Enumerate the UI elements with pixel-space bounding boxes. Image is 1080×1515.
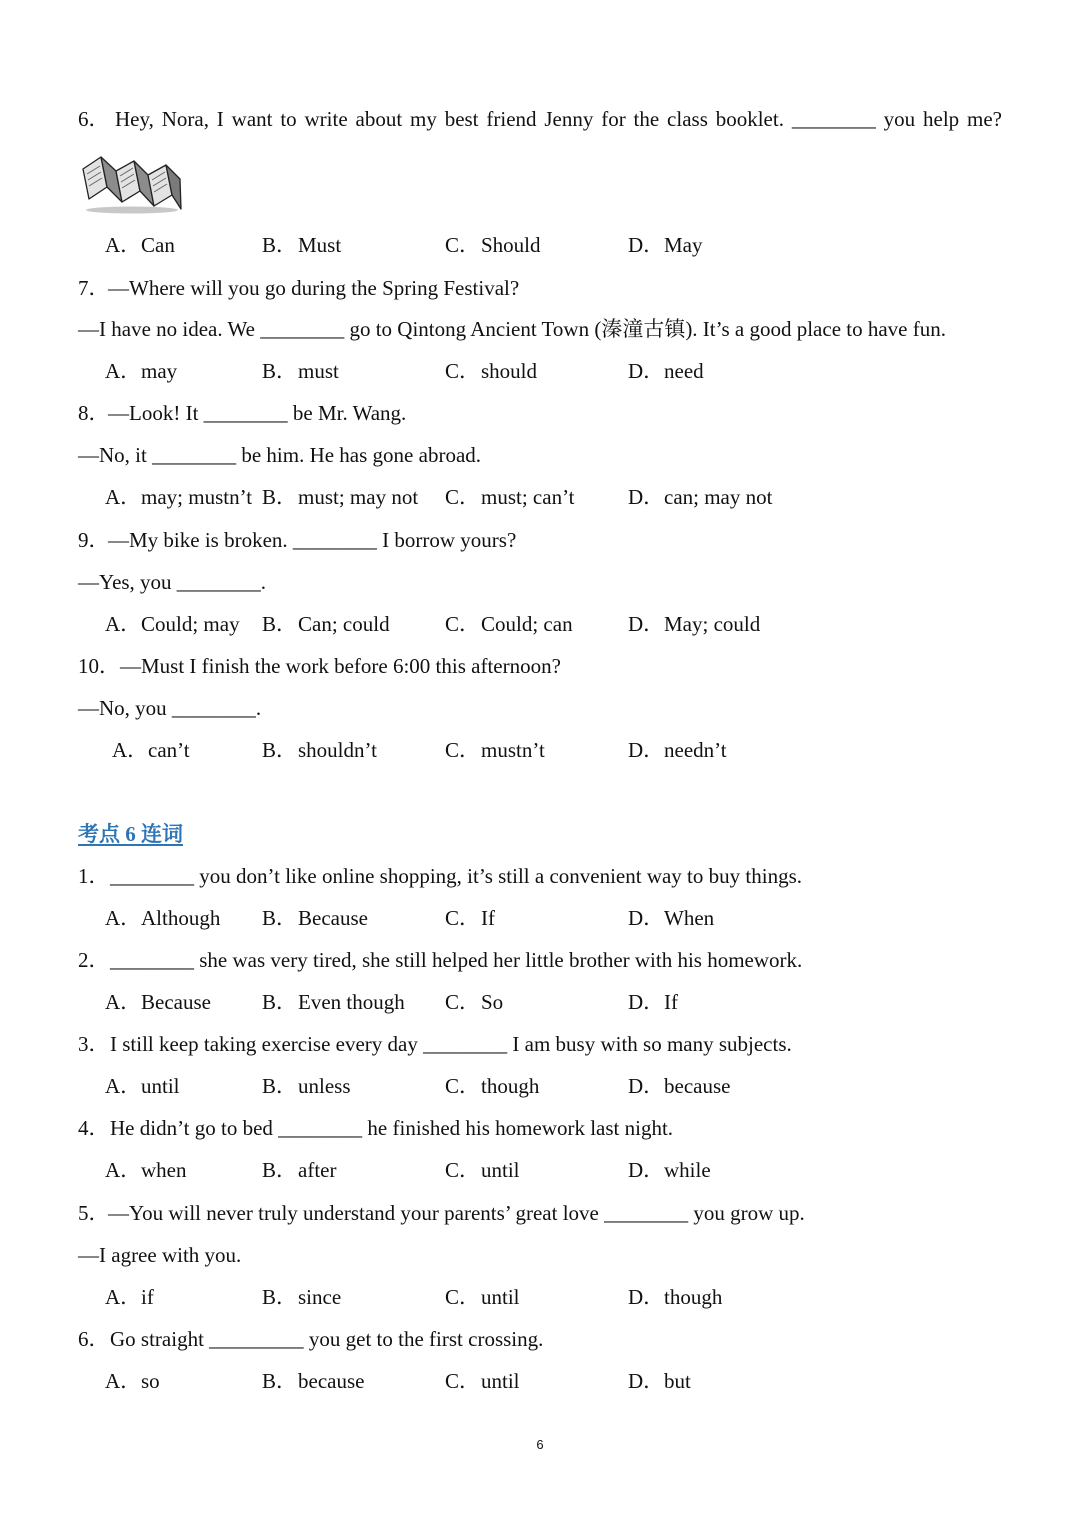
conj-question-2-options bbox=[0, 981, 1080, 1023]
conj-question-5-number: 5． bbox=[78, 1201, 110, 1225]
question-7-options bbox=[0, 350, 1080, 392]
conj-question-4-option-a bbox=[105, 1149, 187, 1191]
option-text: though bbox=[481, 1074, 540, 1098]
question-8-option-b bbox=[262, 476, 418, 518]
option-text: may bbox=[141, 359, 178, 383]
option-text: Because bbox=[141, 990, 211, 1014]
conj-question-4-option-d bbox=[628, 1149, 711, 1191]
option-text: can; may not bbox=[664, 485, 773, 509]
conj-question-6-option-b bbox=[262, 1360, 364, 1402]
conj-question-5-line-1: —You will never truly understand your parents’ great love ________ you grow up. bbox=[108, 1201, 805, 1225]
conj-question-5-stem bbox=[0, 1192, 1080, 1234]
question-7-option-d bbox=[628, 350, 704, 392]
option-text: Can bbox=[141, 233, 175, 257]
option-text: Can; could bbox=[298, 612, 390, 636]
section-heading-row bbox=[0, 813, 1080, 855]
option-label: A． bbox=[105, 1285, 142, 1309]
option-text: must; can’t bbox=[481, 485, 575, 509]
question-6-options bbox=[0, 224, 1080, 266]
question-8-option-c bbox=[445, 476, 575, 518]
conj-question-1-text: ________ you don’t like online shopping, it’s still a convenient way to buy things. bbox=[110, 864, 802, 888]
option-text: Although bbox=[141, 906, 221, 930]
conj-question-2-option-c bbox=[445, 981, 503, 1023]
option-label: C． bbox=[445, 1158, 481, 1182]
conj-question-5-option-c bbox=[445, 1276, 520, 1318]
option-text: may; mustn’t bbox=[141, 485, 253, 509]
conj-question-1-option-a bbox=[105, 897, 220, 939]
question-8-reply bbox=[0, 434, 1080, 476]
conj-question-3-option-a bbox=[105, 1065, 180, 1107]
conj-question-5-line-2: —I agree with you. bbox=[78, 1243, 242, 1267]
conj-question-2-stem bbox=[0, 939, 1080, 981]
booklet-picture bbox=[80, 152, 184, 214]
option-label: B． bbox=[262, 359, 298, 383]
question-10-option-a bbox=[112, 729, 190, 771]
option-label: C． bbox=[445, 359, 481, 383]
option-text: If bbox=[481, 906, 495, 930]
question-8-line-2: —No, it ________ be him. He has gone abroad. bbox=[78, 443, 482, 467]
conj-question-6-stem bbox=[0, 1318, 1080, 1360]
question-9-line-2: —Yes, you ________. bbox=[78, 570, 267, 594]
question-7-reply bbox=[0, 308, 1080, 350]
conj-question-5-option-b bbox=[262, 1276, 341, 1318]
conj-question-2-text: ________ she was very tired, she still helped her little brother with his homework. bbox=[110, 948, 803, 972]
question-8-number: 8． bbox=[78, 401, 110, 425]
question-9-stem bbox=[0, 519, 1080, 561]
conj-question-4-option-c bbox=[445, 1149, 520, 1191]
option-label: C． bbox=[445, 612, 481, 636]
option-label: B． bbox=[262, 1074, 298, 1098]
option-label: C． bbox=[445, 1285, 481, 1309]
option-label: C． bbox=[445, 233, 481, 257]
question-9-line-1: —My bike is broken. ________ I borrow yours? bbox=[108, 528, 517, 552]
option-label: A． bbox=[105, 485, 142, 509]
option-text: if bbox=[141, 1285, 154, 1309]
option-label: D． bbox=[628, 1369, 665, 1393]
question-8-option-a bbox=[105, 476, 252, 518]
option-label: B． bbox=[262, 233, 298, 257]
option-label: D． bbox=[628, 1285, 665, 1309]
conj-question-3-text: I still keep taking exercise every day ________ I am busy with so many subjects. bbox=[110, 1032, 792, 1056]
option-text: when bbox=[141, 1158, 187, 1182]
option-label: A． bbox=[105, 233, 142, 257]
question-8-options bbox=[0, 476, 1080, 518]
option-text: need bbox=[664, 359, 704, 383]
question-7-number: 7． bbox=[78, 276, 110, 300]
option-label: A． bbox=[105, 990, 142, 1014]
conj-question-1-option-b bbox=[262, 897, 368, 939]
question-9-number: 9． bbox=[78, 528, 110, 552]
option-label: A． bbox=[112, 738, 149, 762]
conj-question-6-options bbox=[0, 1360, 1080, 1402]
conj-question-3-options bbox=[0, 1065, 1080, 1107]
option-text: unless bbox=[298, 1074, 351, 1098]
conj-question-5-option-d bbox=[628, 1276, 722, 1318]
option-text: until bbox=[141, 1074, 180, 1098]
question-8-option-d bbox=[628, 476, 772, 518]
conj-question-4-stem bbox=[0, 1107, 1080, 1149]
question-10-option-c bbox=[445, 729, 545, 771]
option-text: after bbox=[298, 1158, 337, 1182]
option-label: B． bbox=[262, 485, 298, 509]
option-label: A． bbox=[105, 359, 142, 383]
conj-question-5-options bbox=[0, 1276, 1080, 1318]
option-label: C． bbox=[445, 1369, 481, 1393]
question-8-line-1: —Look! It ________ be Mr. Wang. bbox=[108, 401, 407, 425]
option-label: A． bbox=[105, 906, 142, 930]
option-label: D． bbox=[628, 359, 665, 383]
conj-question-3-option-c bbox=[445, 1065, 539, 1107]
option-label: D． bbox=[628, 906, 665, 930]
option-label: B． bbox=[262, 906, 298, 930]
option-text: needn’t bbox=[664, 738, 727, 762]
option-label: C． bbox=[445, 485, 481, 509]
option-text: Should bbox=[481, 233, 541, 257]
conj-question-5-option-a bbox=[105, 1276, 154, 1318]
option-label: C． bbox=[445, 738, 481, 762]
conj-question-4-options bbox=[0, 1149, 1080, 1191]
question-10-option-d bbox=[628, 729, 727, 771]
conj-question-1-options bbox=[0, 897, 1080, 939]
question-9-option-a bbox=[105, 603, 240, 645]
option-text: until bbox=[481, 1285, 520, 1309]
conj-question-2-number: 2． bbox=[78, 948, 110, 972]
option-label: A． bbox=[105, 1074, 142, 1098]
option-text: but bbox=[664, 1369, 691, 1393]
option-text: Even though bbox=[298, 990, 405, 1014]
conj-question-6-option-a bbox=[105, 1360, 160, 1402]
option-label: B． bbox=[262, 612, 298, 636]
conj-question-1-number: 1． bbox=[78, 864, 110, 888]
conj-question-1-option-c bbox=[445, 897, 495, 939]
option-label: D． bbox=[628, 1074, 665, 1098]
option-label: C． bbox=[445, 1074, 481, 1098]
option-label: A． bbox=[105, 612, 142, 636]
option-text: should bbox=[481, 359, 538, 383]
option-text: must bbox=[298, 359, 339, 383]
option-text: If bbox=[664, 990, 678, 1014]
question-9-option-c bbox=[445, 603, 573, 645]
option-label: A． bbox=[105, 1158, 142, 1182]
option-text: so bbox=[141, 1369, 160, 1393]
question-9-option-b bbox=[262, 603, 390, 645]
option-label: B． bbox=[262, 1285, 298, 1309]
conj-question-1-stem bbox=[0, 855, 1080, 897]
option-text: can’t bbox=[148, 738, 190, 762]
question-9-options bbox=[0, 603, 1080, 645]
option-text: May bbox=[664, 233, 703, 257]
question-10-number: 10． bbox=[78, 654, 120, 678]
option-text: since bbox=[298, 1285, 342, 1309]
option-label: B． bbox=[262, 738, 298, 762]
option-label: D． bbox=[628, 738, 665, 762]
option-text: though bbox=[664, 1285, 723, 1309]
option-text: while bbox=[664, 1158, 711, 1182]
question-6-stem bbox=[0, 98, 1080, 140]
section-heading: 考点 6 连词 bbox=[78, 822, 183, 846]
option-text: because bbox=[664, 1074, 731, 1098]
question-10-stem bbox=[0, 645, 1080, 687]
option-text: So bbox=[481, 990, 504, 1014]
question-7-option-c bbox=[445, 350, 537, 392]
option-text: Because bbox=[298, 906, 368, 930]
option-text: mustn’t bbox=[481, 738, 545, 762]
option-text: Could; may bbox=[141, 612, 240, 636]
option-label: D． bbox=[628, 485, 665, 509]
conj-question-6-text: Go straight _________ you get to the first crossing. bbox=[110, 1327, 544, 1351]
conj-question-6-option-c bbox=[445, 1360, 520, 1402]
option-label: B． bbox=[262, 990, 298, 1014]
question-7-line-2: —I have no idea. We ________ go to Qintong Ancient Town (溱潼古镇). It’s a good place to have fun. bbox=[78, 317, 946, 341]
question-10-option-b bbox=[262, 729, 377, 771]
question-7-option-b bbox=[262, 350, 339, 392]
question-6-option-b bbox=[262, 224, 341, 266]
conj-question-1-option-d bbox=[628, 897, 714, 939]
question-7-option-a bbox=[105, 350, 177, 392]
option-label: D． bbox=[628, 1158, 665, 1182]
question-7-line-1: —Where will you go during the Spring Festival? bbox=[108, 276, 520, 300]
conj-question-6-number: 6． bbox=[78, 1327, 110, 1351]
option-label: D． bbox=[628, 612, 665, 636]
question-9-reply bbox=[0, 561, 1080, 603]
page-number: 6 bbox=[536, 1437, 544, 1452]
conj-question-6-option-d bbox=[628, 1360, 691, 1402]
conj-question-2-option-a bbox=[105, 981, 211, 1023]
option-text: May; could bbox=[664, 612, 761, 636]
conj-question-4-option-b bbox=[262, 1149, 336, 1191]
option-label: A． bbox=[105, 1369, 142, 1393]
question-6-option-c bbox=[445, 224, 541, 266]
question-6-option-d bbox=[628, 224, 703, 266]
option-label: B． bbox=[262, 1369, 298, 1393]
option-text: until bbox=[481, 1158, 520, 1182]
question-6-text: Hey, Nora, I want to write about my best friend Jenny for the class booklet. ________ you help me? bbox=[115, 107, 1002, 131]
conj-question-3-option-d bbox=[628, 1065, 730, 1107]
question-8-stem bbox=[0, 392, 1080, 434]
question-6-option-a bbox=[105, 224, 175, 266]
option-text: Could; can bbox=[481, 612, 573, 636]
option-text: Must bbox=[298, 233, 342, 257]
conj-question-2-option-d bbox=[628, 981, 678, 1023]
option-text: shouldn’t bbox=[298, 738, 377, 762]
question-7-stem bbox=[0, 267, 1080, 309]
option-label: D． bbox=[628, 990, 665, 1014]
question-10-reply bbox=[0, 687, 1080, 729]
option-label: C． bbox=[445, 990, 481, 1014]
option-label: C． bbox=[445, 906, 481, 930]
question-9-option-d bbox=[628, 603, 760, 645]
conj-question-3-number: 3． bbox=[78, 1032, 110, 1056]
conj-question-3-stem bbox=[0, 1023, 1080, 1065]
option-text: must; may not bbox=[298, 485, 419, 509]
question-10-options bbox=[0, 729, 1080, 771]
option-text: until bbox=[481, 1369, 520, 1393]
question-10-line-1: —Must I finish the work before 6:00 this afternoon? bbox=[120, 654, 561, 678]
option-text: because bbox=[298, 1369, 365, 1393]
option-label: B． bbox=[262, 1158, 298, 1182]
option-text: When bbox=[664, 906, 715, 930]
option-label: D． bbox=[628, 233, 665, 257]
conj-question-4-number: 4． bbox=[78, 1116, 110, 1140]
conj-question-5-reply bbox=[0, 1234, 1080, 1276]
conj-question-3-option-b bbox=[262, 1065, 351, 1107]
conj-question-2-option-b bbox=[262, 981, 405, 1023]
conj-question-4-text: He didn’t go to bed ________ he finished his homework last night. bbox=[110, 1116, 674, 1140]
question-10-line-2: —No, you ________. bbox=[78, 696, 262, 720]
question-6-number: 6． bbox=[78, 107, 110, 131]
